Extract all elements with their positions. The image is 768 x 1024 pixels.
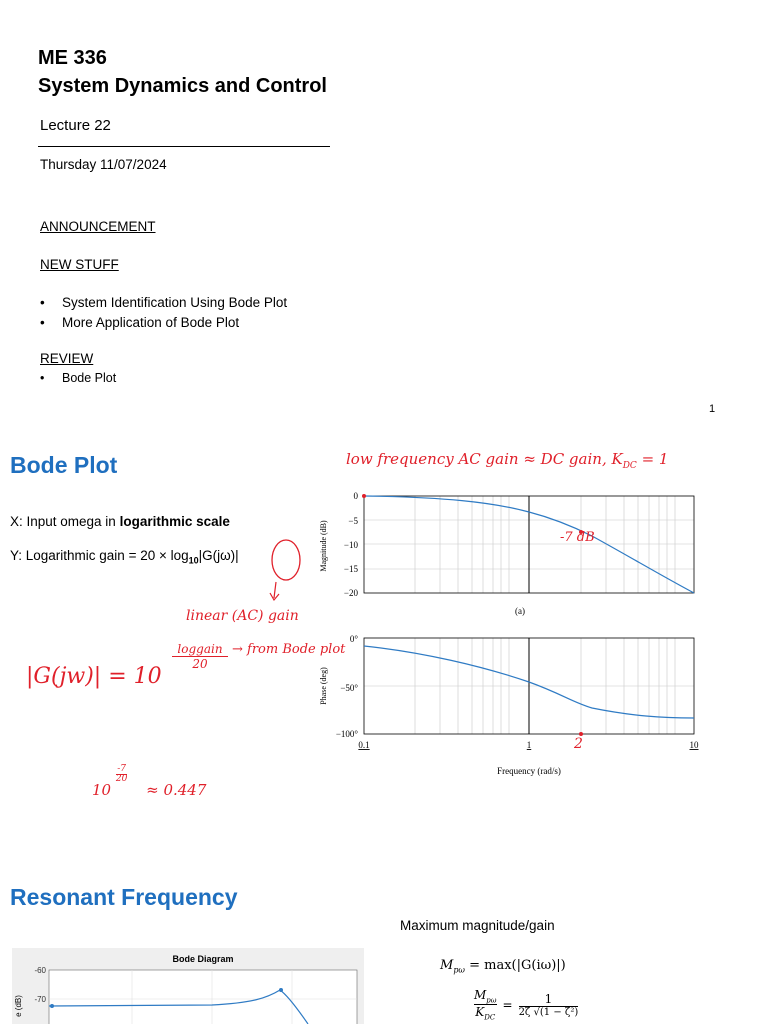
course-title: System Dynamics and Control <box>38 75 327 97</box>
course-heading <box>38 44 327 100</box>
review-heading: REVIEW <box>40 351 94 366</box>
list-item: • More Application of Bode Plot <box>40 315 240 330</box>
magnitude-ylabel: Magnitude (dB) <box>319 520 328 572</box>
y-tick: −20 <box>343 588 358 598</box>
x-tick: 1 <box>526 740 532 750</box>
phase-xlabel: Frequency (rad/s) <box>497 766 561 776</box>
slide-resonant-frequency <box>0 866 768 1024</box>
announcement-heading: ANNOUNCEMENT <box>40 219 156 234</box>
new-stuff-heading: NEW STUFF <box>40 257 119 272</box>
y-tick: -60 <box>34 966 46 975</box>
phase-ylabel: Phase (deg) <box>319 667 328 705</box>
y-tick: 0° <box>349 634 358 644</box>
annotation-two: 2 <box>574 736 583 752</box>
page-number: 1 <box>709 403 716 415</box>
annotation-exponent: loggain 20 <box>172 642 228 671</box>
magnitude-plot <box>312 486 702 618</box>
y-axis-description: Y: Logarithmic gain = $20 \times \log_{10}|G(j\omega)|$ <box>10 548 239 566</box>
annotation-example: 10 $\frac{-7}{20}$ ≈ 0.447 <box>92 764 207 799</box>
lecture-date: Thursday 11/07/2024 <box>40 157 167 172</box>
list-item: • System Identification Using Bode Plot <box>40 295 288 310</box>
annotation-circle <box>266 538 314 608</box>
y-tick: −15 <box>343 564 358 574</box>
max-gain-label: Maximum magnitude/gain <box>400 918 555 933</box>
bode-diagram <box>12 948 364 1024</box>
annotation-arrow-note: → from Bode plot <box>232 642 346 657</box>
annotation-minus7db: -7 dB <box>560 530 595 545</box>
x-tick: 0.1 <box>358 740 370 750</box>
x-axis-description: X: Input omega in logarithmic scale <box>10 514 230 529</box>
y-tick: −50° <box>340 683 358 693</box>
annotation-linear-gain: linear (AC) gain <box>186 608 299 624</box>
list-item: • Bode Plot <box>40 371 117 385</box>
course-code: ME 336 <box>38 47 107 69</box>
lecture-number: Lecture 22 <box>40 117 111 134</box>
bode-title: Bode Diagram <box>172 954 234 964</box>
divider <box>38 146 330 147</box>
x-tick: 10 <box>689 740 699 750</box>
slide-title: Bode Plot <box>10 452 118 478</box>
annotation-dc-gain: low frequency AC gain ≈ DC gain, $K_{DC} = 1$ <box>346 450 669 471</box>
y-tick: -70 <box>34 995 46 1004</box>
slide-title <box>0 0 768 424</box>
equation-ratio: $M_{p\omega}$ $K_{DC}$ = 1 2ζ √(1 − ζ²) <box>474 988 579 1022</box>
phase-plot <box>312 630 702 780</box>
y-tick: 0 <box>353 491 358 501</box>
y-tick: −100° <box>335 729 358 739</box>
slide-bode-plot <box>0 430 768 828</box>
bode-ylabel: e (dB) <box>14 995 23 1017</box>
annotation-formula: |G(jw)| = 10 <box>26 664 162 689</box>
y-tick: −5 <box>348 516 358 526</box>
y-tick: −10 <box>343 540 358 550</box>
equation-mpw: $M_{p\omega} = \max(|G(i\omega)|)$ <box>440 958 566 975</box>
slide-title: Resonant Frequency <box>10 884 238 910</box>
magnitude-caption: (a) <box>515 606 525 616</box>
